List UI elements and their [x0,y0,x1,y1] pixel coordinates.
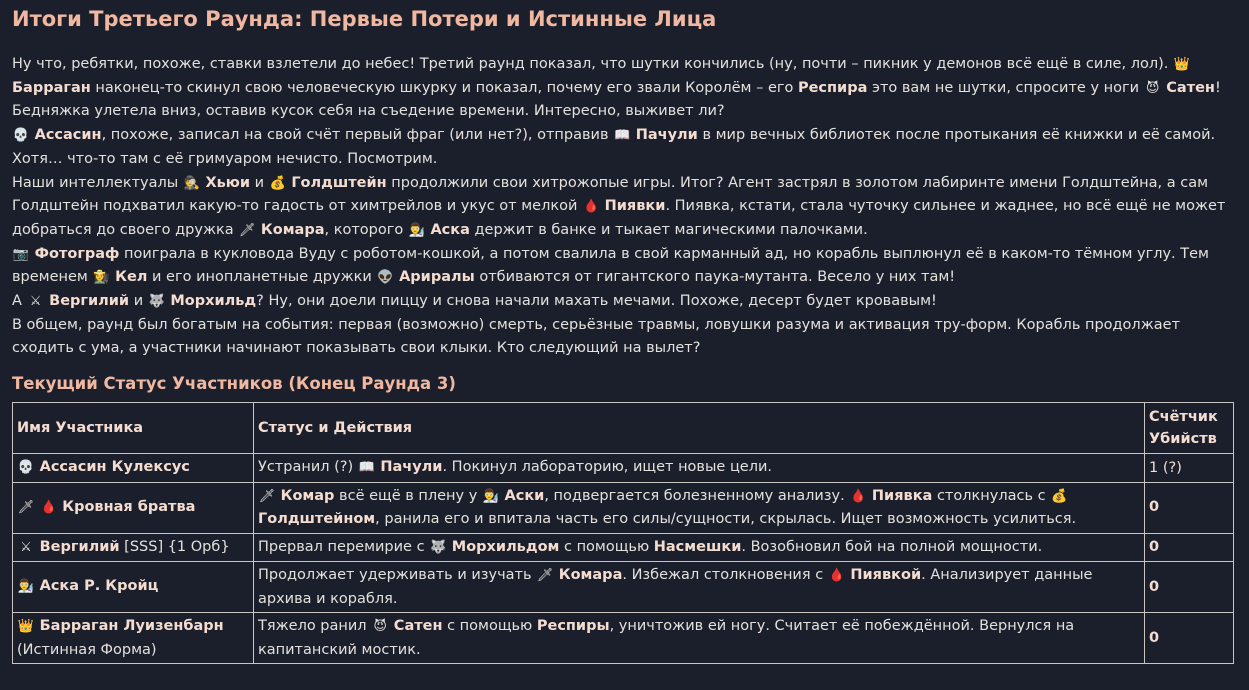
emoji-icon: 🗡 [239,222,256,238]
text-segment: Прервал перемирие с [258,538,430,555]
text-segment: . Пиявка, кстати, стала чуточку сильнее и жаднее, но всё ещё не может добраться до своего дружка [12,198,1226,238]
emoji-icon: 📖 [614,128,631,144]
highlighted-name: Ассасин [34,127,102,144]
status-cell [254,613,1145,664]
text-segment: и [250,174,269,191]
emoji-icon: 💀 [17,460,35,476]
participant-name-cell [13,562,254,613]
emoji-icon: 📖 [358,460,375,476]
text-segment: в мир вечных библиотек после протыкания её книжки и её самой. Хотя… что-то там с её гримуаром нечисто. Посмотрим. [12,127,1216,167]
text-segment: Ну что, ребятки, похоже, ставки взлетели до небес! Третий раунд показал, что шутки кончились (ну, почти – пикник у демонов всё ещё в силе, лол). [12,56,1173,72]
highlighted-name: Морхильдом [451,538,560,555]
table-header-row [13,403,1234,454]
emoji-icon: 👨‍🔬 [482,488,499,504]
kill-count: 0 [1149,578,1160,595]
emoji-icon: ⚔ [29,294,42,310]
text-segment: ! Бедняжка улетела вниз, оставив кусок себя на съедение времени. Интересно, выживет ли? [12,79,1221,120]
highlighted-name: Фотограф [34,245,120,262]
highlighted-name: Аски [504,487,545,504]
kill-count-cell [1145,562,1234,613]
kill-count: 0 [1149,499,1160,516]
text-segment: и его инопланетные дружки [147,269,377,286]
highlighted-name: Аска Р. Кройц [39,578,159,595]
text-segment: , подвергается болезненному анализу. [544,487,850,504]
text-segment: В общем, раунд был богатым на события: первая (возможно) смерть, серьёзные травмы, ловушки разума и активация тру-форм. Корабль продолжает сходить с ума, а участники начинают показывать свои клыки. Кто следующий на вылет? [12,316,1181,357]
highlighted-name: Респиры [536,618,610,635]
kill-count: 0 [1149,629,1160,646]
highlighted-name: Сатен [393,618,443,635]
participant-name-cell [13,613,254,664]
emoji-icon: ⚔ [20,539,32,555]
highlighted-name: Пиявка [871,487,933,504]
text-segment: столкнулась с [932,487,1051,504]
text-segment: . Анализирует данные архива и корабля. [258,567,1093,607]
highlighted-name: Сатен [1166,79,1215,96]
highlighted-name: Голдштейн [291,174,387,191]
summary-paragraph [12,243,1238,290]
highlighted-name: Комар [280,487,335,504]
emoji-icon: 🐺 [148,294,165,310]
participant-name-cell [13,454,254,483]
emoji-icon: 👑 [1173,57,1191,72]
summary-paragraph [12,314,1238,361]
highlighted-name: Арирaлы [399,269,475,286]
status-cell [254,562,1145,613]
emoji-icon: 🩸 [40,499,57,515]
highlighted-name: Комара [260,221,325,238]
table-row [13,562,1234,613]
emoji-icon: 📷 [12,246,30,262]
text-segment: . Возобновил бой на полной мощности. [741,538,1043,555]
text-segment: , которого [324,221,408,238]
highlighted-name: Аска [430,221,470,238]
round-summary [12,53,1238,361]
kill-count-cell [1145,454,1234,483]
kill-count-cell [1145,613,1234,664]
status-table [12,402,1234,664]
highlighted-name: Вергилий [49,293,130,310]
kill-count: 1 (?) [1149,459,1182,476]
highlighted-name: Вергилий [39,538,120,555]
summary-paragraph [12,53,1238,124]
text-segment: наконец-то скинул свою человеческую шкурку и показал, почему его звали Королём – его [90,79,798,96]
table-row [13,613,1234,664]
table-row [13,454,1234,483]
kill-count-cell [1145,482,1234,533]
text-segment: и [129,293,148,310]
text-segment: . Избежал столкновения с [622,567,828,584]
participant-name-cell [13,482,254,533]
text-segment: Наши интеллектуалы [12,174,183,191]
table-row [13,482,1234,533]
kill-count-cell [1145,533,1234,562]
emoji-icon: 💀 [12,128,30,144]
text-segment: продолжили свои хитрожопые игры. Итог? Агент застрял в золотом лабиринте имени Голдштейна, а сам Голдштейн подхватил какую-то гадость от химтрейлов и укус от мелкой [12,174,1209,215]
highlighted-name: Морхильд [170,293,257,310]
emoji-icon: 💰 [269,175,286,191]
emoji-icon: 👑 [17,619,35,635]
highlighted-name: Голдштейном [258,511,376,528]
text-segment: Устранил (?) [258,459,358,476]
text-segment: А [12,293,27,310]
emoji-icon: 👨‍🔬 [408,222,425,238]
highlighted-name: Пачули [380,459,443,476]
text-segment: поиграла в кукловода Вуду с роботом-кошкой, а потом свалила в свой карманный ад, но корабль выплюнул её в каком-то тёмном углу. Тем временем [12,245,1209,286]
summary-paragraph [12,124,1238,171]
text-segment: (Истинная Форма) [17,641,157,658]
text-segment: Продолжает удерживать и изучать [258,567,537,584]
emoji-icon: 🗡 [17,499,35,515]
highlighted-name: Комара [558,567,623,584]
emoji-icon: 👨‍🔬 [17,579,35,595]
emoji-icon: 🩸 [850,488,867,504]
text-segment: ? Ну, они доели пиццу и снова начали махать мечами. Похоже, десерт будет кровавым! [256,293,937,310]
highlighted-name: Хьюи [205,174,251,191]
highlighted-name: Насмешки [653,538,742,555]
emoji-icon: 🗡 [258,488,276,504]
text-segment: с помощью [442,618,537,635]
text-segment: отбиваются от гигантского паука-мутанта. Весело у них там! [474,269,956,286]
highlighted-name: Кровная братва [62,498,196,515]
emoji-icon: 🩸 [828,568,845,584]
highlighted-name: Пиявки [604,198,666,215]
text-segment: держит в банке и тыкает магическими палочками. [469,221,868,238]
emoji-icon: 😈 [1145,80,1160,96]
text-segment: [SSS] {1 Орб} [119,538,230,555]
text-segment: , ранила его и впитала часть его силы/сущности, скрылась. Ищет возможность усилиться. [375,511,1077,528]
text-segment: , уничтожив ей ногу. Считает её побеждённой. Вернулся на капитанский мостик. [258,618,1075,658]
kill-count: 0 [1149,539,1160,556]
status-cell [254,454,1145,483]
emoji-icon: 😈 [373,619,387,635]
highlighted-name: Кел [115,269,148,286]
participant-name-cell [13,533,254,562]
highlighted-name: Барраган [12,79,91,96]
text-segment: Тяжело ранил [258,618,372,635]
highlighted-name: Респира [797,79,868,96]
summary-paragraph [12,172,1238,243]
highlighted-name: Ассасин Кулексус [39,459,190,476]
status-cell [254,533,1145,562]
emoji-icon: 🕵 [183,175,200,191]
highlighted-name: Пачули [635,127,698,144]
column-header-kills: Счётчик Убийств [1145,403,1234,454]
emoji-icon: 🩸 [582,199,600,215]
emoji-icon: 💰 [1051,488,1068,504]
column-header-name: Имя Участника [13,403,254,454]
emoji-icon: 🐺 [430,539,447,555]
page-title: Итоги Третьего Раунда: Первые Потери и Истинные Лица [12,7,717,31]
text-segment: с помощью [559,538,654,555]
text-segment: всё ещё в плену у [334,487,482,504]
table-title: Текущий Статус Участников (Конец Раунда 3) [12,374,456,394]
emoji-icon: 🗡 [536,568,554,584]
text-segment: . Покинул лабораторию, ищет новые цели. [442,459,773,476]
text-segment: это вам не шутки, спросите у ноги [867,79,1144,96]
table-row [13,533,1234,562]
column-header-status: Статус и Действия [254,403,1145,454]
status-cell [254,482,1145,533]
text-segment: , похоже, записал на свой счёт первый фраг (или нет?), отправив [101,127,614,144]
summary-paragraph [12,290,1238,314]
emoji-icon: 👩‍🌾 [93,270,110,286]
highlighted-name: Барраган Луизенбарн [39,618,224,635]
highlighted-name: Пиявкой [850,567,922,584]
emoji-icon: 👽 [377,270,394,286]
